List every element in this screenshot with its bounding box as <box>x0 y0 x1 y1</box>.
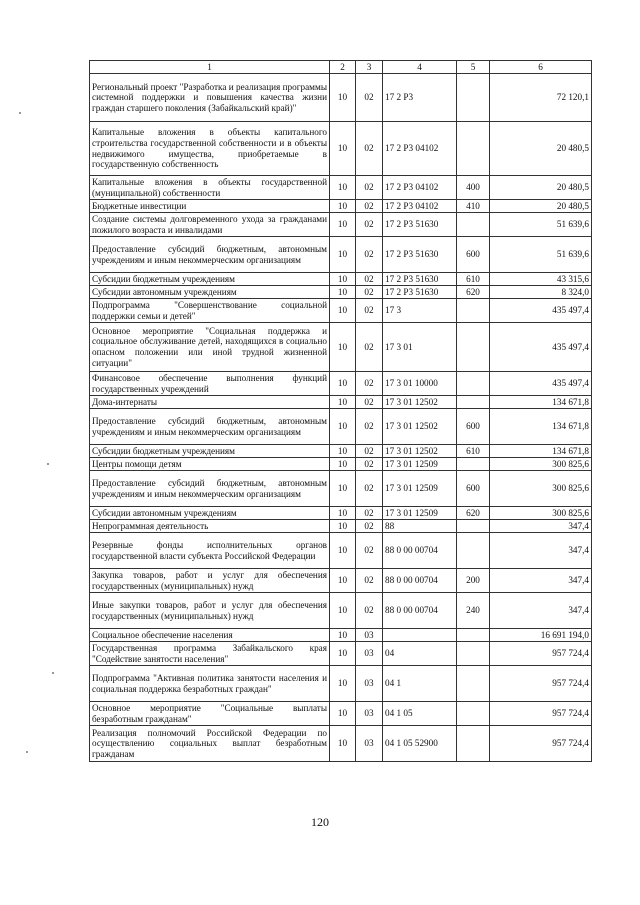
cell-vr <box>457 702 490 726</box>
cell-pr: 03 <box>356 629 383 642</box>
cell-name: Субсидии бюджетным учреждениям <box>90 273 330 286</box>
cell-vr: 400 <box>457 176 490 200</box>
cell-name: Государственная программа Забайкальского края "Содействие занятости населения" <box>90 642 330 666</box>
table-row <box>90 445 592 458</box>
cell-name: Социальное обеспечение населения <box>90 629 330 642</box>
cell-pr: 02 <box>356 74 383 122</box>
cell-rz: 10 <box>330 396 356 409</box>
cell-csr: 04 <box>383 642 457 666</box>
header-col-4: 4 <box>383 61 457 74</box>
cell-vr <box>457 74 490 122</box>
cell-csr: 17 3 <box>383 299 457 323</box>
cell-pr: 02 <box>356 200 383 213</box>
table-row <box>90 702 592 726</box>
cell-sum: 347,4 <box>490 520 592 533</box>
cell-sum: 134 671,8 <box>490 396 592 409</box>
cell-csr: 17 2 P3 04102 <box>383 200 457 213</box>
table-row <box>90 176 592 200</box>
cell-name: Реализация полномочий Российской Федерации по осуществлению социальных выплат безработным гражданам <box>90 726 330 762</box>
cell-rz: 10 <box>330 593 356 629</box>
cell-pr: 03 <box>356 642 383 666</box>
cell-vr <box>457 213 490 237</box>
cell-rz: 10 <box>330 372 356 396</box>
cell-csr: 04 1 <box>383 666 457 702</box>
table-row <box>90 299 592 323</box>
cell-pr: 03 <box>356 726 383 762</box>
cell-sum: 300 825,6 <box>490 507 592 520</box>
cell-sum: 16 691 194,0 <box>490 629 592 642</box>
table-row <box>90 74 592 122</box>
table-row <box>90 286 592 299</box>
table-row <box>90 507 592 520</box>
cell-sum: 20 480,5 <box>490 122 592 176</box>
cell-name: Основное мероприятие "Социальные выплаты безработным гражданам" <box>90 702 330 726</box>
cell-rz: 10 <box>330 629 356 642</box>
cell-sum: 134 671,8 <box>490 409 592 445</box>
cell-rz: 10 <box>330 666 356 702</box>
cell-name: Капитальные вложения в объекты капитального строительства государственной собственности и в объекты недвижимого имущества, приобретаемые в государственную собственность <box>90 122 330 176</box>
cell-pr: 02 <box>356 507 383 520</box>
cell-rz: 10 <box>330 299 356 323</box>
cell-sum: 300 825,6 <box>490 471 592 507</box>
cell-vr: 240 <box>457 593 490 629</box>
cell-csr: 04 1 05 52900 <box>383 726 457 762</box>
cell-sum: 435 497,4 <box>490 323 592 372</box>
cell-rz: 10 <box>330 213 356 237</box>
cell-vr <box>457 642 490 666</box>
table-row <box>90 458 592 471</box>
cell-rz: 10 <box>330 74 356 122</box>
table-row <box>90 213 592 237</box>
cell-name: Иные закупки товаров, работ и услуг для обеспечения государственных (муниципальных) нужд <box>90 593 330 629</box>
cell-sum: 957 724,4 <box>490 702 592 726</box>
cell-pr: 02 <box>356 372 383 396</box>
cell-rz: 10 <box>330 286 356 299</box>
table-row <box>90 471 592 507</box>
cell-pr: 02 <box>356 323 383 372</box>
cell-sum: 8 324,0 <box>490 286 592 299</box>
cell-vr <box>457 629 490 642</box>
cell-name: Субсидии автономным учреждениям <box>90 286 330 299</box>
cell-rz: 10 <box>330 273 356 286</box>
table-row <box>90 396 592 409</box>
cell-pr: 02 <box>356 273 383 286</box>
cell-name: Резервные фонды исполнительных органов государственной власти субъекта Российской Федерации <box>90 533 330 569</box>
cell-name: Субсидии автономным учреждениям <box>90 507 330 520</box>
cell-vr <box>457 299 490 323</box>
cell-sum: 20 480,5 <box>490 200 592 213</box>
cell-vr: 600 <box>457 409 490 445</box>
cell-vr <box>457 666 490 702</box>
cell-sum: 300 825,6 <box>490 458 592 471</box>
cell-sum: 134 671,8 <box>490 445 592 458</box>
cell-rz: 10 <box>330 642 356 666</box>
table-row <box>90 569 592 593</box>
cell-csr: 17 3 01 12502 <box>383 409 457 445</box>
header-col-1: 1 <box>90 61 330 74</box>
cell-name: Субсидии бюджетным учреждениям <box>90 445 330 458</box>
cell-csr: 17 3 01 12509 <box>383 458 457 471</box>
cell-csr: 88 0 00 00704 <box>383 569 457 593</box>
cell-vr: 620 <box>457 286 490 299</box>
cell-rz: 10 <box>330 122 356 176</box>
cell-csr: 17 3 01 <box>383 323 457 372</box>
cell-sum: 957 724,4 <box>490 666 592 702</box>
cell-rz: 10 <box>330 458 356 471</box>
cell-name: Финансовое обеспечение выполнения функций государственных учреждений <box>90 372 330 396</box>
cell-rz: 10 <box>330 702 356 726</box>
cell-pr: 02 <box>356 520 383 533</box>
cell-pr: 02 <box>356 445 383 458</box>
cell-rz: 10 <box>330 471 356 507</box>
cell-sum: 51 639,6 <box>490 237 592 273</box>
cell-name: Бюджетные инвестиции <box>90 200 330 213</box>
cell-sum: 957 724,4 <box>490 642 592 666</box>
cell-pr: 02 <box>356 458 383 471</box>
cell-csr: 17 2 P3 51630 <box>383 273 457 286</box>
cell-pr: 02 <box>356 569 383 593</box>
cell-csr: 17 3 01 12509 <box>383 471 457 507</box>
header-col-3: 3 <box>356 61 383 74</box>
cell-sum: 51 639,6 <box>490 213 592 237</box>
cell-csr: 04 1 05 <box>383 702 457 726</box>
cell-pr: 02 <box>356 176 383 200</box>
cell-sum: 957 724,4 <box>490 726 592 762</box>
table-row <box>90 520 592 533</box>
cell-rz: 10 <box>330 520 356 533</box>
table-row <box>90 533 592 569</box>
cell-csr: 88 0 00 00704 <box>383 533 457 569</box>
cell-sum: 435 497,4 <box>490 299 592 323</box>
cell-pr: 02 <box>356 286 383 299</box>
cell-pr: 02 <box>356 299 383 323</box>
table-row <box>90 629 592 642</box>
cell-vr <box>457 372 490 396</box>
cell-csr: 17 2 P3 04102 <box>383 176 457 200</box>
cell-pr: 02 <box>356 409 383 445</box>
cell-sum: 347,4 <box>490 593 592 629</box>
cell-pr: 02 <box>356 593 383 629</box>
cell-vr <box>457 726 490 762</box>
cell-vr: 610 <box>457 445 490 458</box>
table-row <box>90 409 592 445</box>
cell-csr: 88 <box>383 520 457 533</box>
cell-vr: 620 <box>457 507 490 520</box>
cell-pr: 03 <box>356 702 383 726</box>
cell-vr <box>457 520 490 533</box>
scan-speck <box>26 751 28 753</box>
cell-name: Предоставление субсидий бюджетным, автономным учреждениям и иным некоммерческим организациям <box>90 409 330 445</box>
budget-table <box>89 60 592 762</box>
cell-vr <box>457 122 490 176</box>
scan-speck <box>52 672 54 674</box>
cell-vr: 200 <box>457 569 490 593</box>
table-body <box>90 74 592 762</box>
cell-rz: 10 <box>330 569 356 593</box>
cell-vr <box>457 458 490 471</box>
cell-csr: 88 0 00 00704 <box>383 593 457 629</box>
cell-name: Создание системы долговременного ухода за гражданами пожилого возраста и инвалидами <box>90 213 330 237</box>
table-row <box>90 642 592 666</box>
cell-vr: 410 <box>457 200 490 213</box>
cell-vr <box>457 323 490 372</box>
cell-sum: 347,4 <box>490 533 592 569</box>
cell-pr: 02 <box>356 122 383 176</box>
cell-name: Дома-интернаты <box>90 396 330 409</box>
cell-csr: 17 3 01 12502 <box>383 445 457 458</box>
cell-csr: 17 2 P3 51630 <box>383 213 457 237</box>
cell-rz: 10 <box>330 507 356 520</box>
cell-csr: 17 3 01 12509 <box>383 507 457 520</box>
scan-speck <box>47 463 49 465</box>
table-row <box>90 666 592 702</box>
cell-rz: 10 <box>330 409 356 445</box>
cell-pr: 02 <box>356 237 383 273</box>
cell-rz: 10 <box>330 237 356 273</box>
cell-csr: 17 2 P3 51630 <box>383 237 457 273</box>
page-number: 120 <box>311 815 329 829</box>
cell-vr: 600 <box>457 237 490 273</box>
header-col-5: 5 <box>457 61 490 74</box>
scan-speck <box>19 112 21 114</box>
cell-rz: 10 <box>330 533 356 569</box>
cell-pr: 02 <box>356 213 383 237</box>
cell-csr <box>383 629 457 642</box>
cell-pr: 02 <box>356 533 383 569</box>
cell-pr: 03 <box>356 666 383 702</box>
header-col-6: 6 <box>490 61 592 74</box>
cell-csr: 17 2 P3 <box>383 74 457 122</box>
cell-csr: 17 2 P3 51630 <box>383 286 457 299</box>
cell-vr: 610 <box>457 273 490 286</box>
cell-rz: 10 <box>330 726 356 762</box>
cell-vr: 600 <box>457 471 490 507</box>
cell-name: Предоставление субсидий бюджетным, автономным учреждениям и иным некоммерческим организациям <box>90 471 330 507</box>
cell-name: Подпрограмма "Активная политика занятости населения и социальная поддержка безработных граждан" <box>90 666 330 702</box>
cell-pr: 02 <box>356 471 383 507</box>
cell-rz: 10 <box>330 200 356 213</box>
cell-rz: 10 <box>330 445 356 458</box>
table-row <box>90 372 592 396</box>
cell-sum: 435 497,4 <box>490 372 592 396</box>
cell-name: Капитальные вложения в объекты государственной (муниципальной) собственности <box>90 176 330 200</box>
cell-sum: 20 480,5 <box>490 176 592 200</box>
cell-name: Региональный проект "Разработка и реализация программы системной поддержки и повышения качества жизни граждан старшего поколения (Забайкальский край)" <box>90 74 330 122</box>
table-row <box>90 593 592 629</box>
cell-rz: 10 <box>330 176 356 200</box>
header-row <box>90 61 592 74</box>
cell-sum: 72 120,1 <box>490 74 592 122</box>
cell-vr <box>457 533 490 569</box>
cell-name: Предоставление субсидий бюджетным, автономным учреждениям и иным некоммерческим организациям <box>90 237 330 273</box>
cell-name: Непрограммная деятельность <box>90 520 330 533</box>
header-col-2: 2 <box>330 61 356 74</box>
table-row <box>90 237 592 273</box>
cell-rz: 10 <box>330 323 356 372</box>
cell-pr: 02 <box>356 396 383 409</box>
table-row <box>90 200 592 213</box>
table-row <box>90 122 592 176</box>
cell-name: Подпрограмма "Совершенствование социальной поддержки семьи и детей" <box>90 299 330 323</box>
cell-csr: 17 3 01 12502 <box>383 396 457 409</box>
cell-sum: 43 315,6 <box>490 273 592 286</box>
table-row <box>90 323 592 372</box>
table-row <box>90 273 592 286</box>
cell-name: Закупка товаров, работ и услуг для обеспечения государственных (муниципальных) нужд <box>90 569 330 593</box>
table-row <box>90 726 592 762</box>
cell-csr: 17 2 P3 04102 <box>383 122 457 176</box>
cell-name: Центры помощи детям <box>90 458 330 471</box>
cell-name: Основное мероприятие "Социальная поддержка и социальное обслуживание детей, находящихся в социально опасном положении или иной трудной жизненной ситуации" <box>90 323 330 372</box>
cell-sum: 347,4 <box>490 569 592 593</box>
cell-vr <box>457 396 490 409</box>
cell-csr: 17 3 01 10000 <box>383 372 457 396</box>
